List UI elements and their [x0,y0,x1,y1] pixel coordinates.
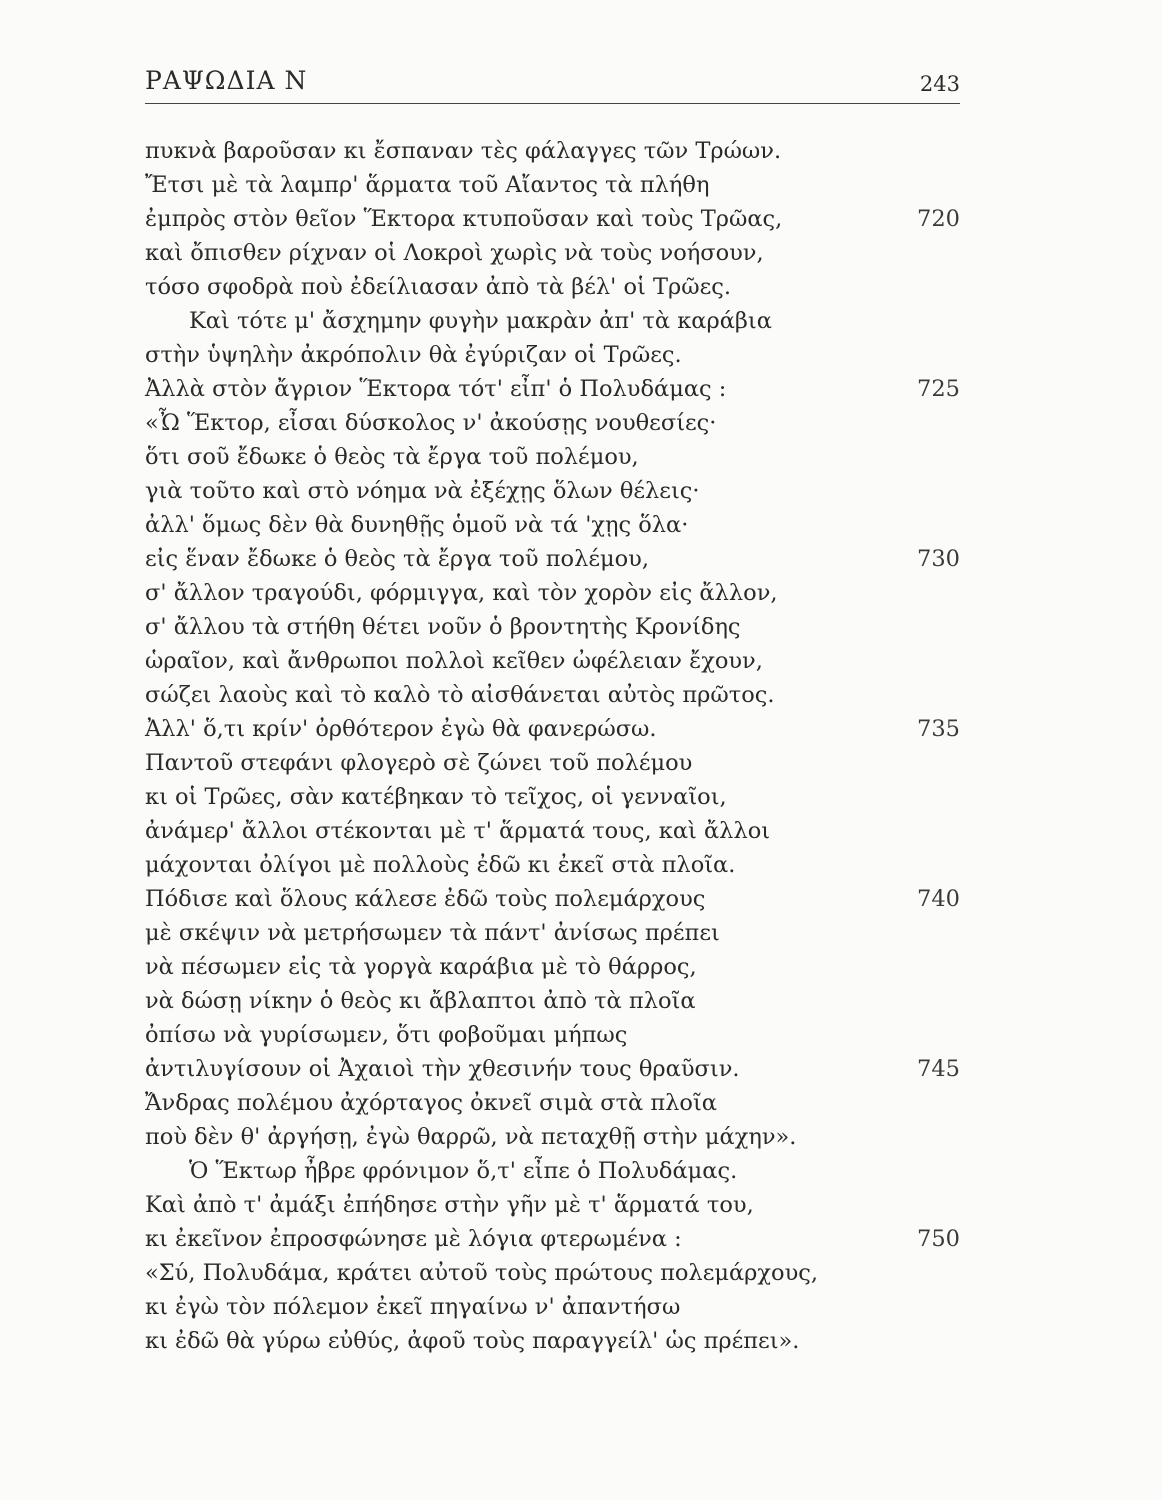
verse-text: ἀντιλυγίσουν οἱ Ἀχαιοὶ τὴν χθεσινήν τους θραῦσιν. [145,1056,740,1082]
verse-line [145,1324,960,1358]
verse-text: σώζει λαοὺς καὶ τὸ καλὸ τὸ αἰσθάνεται αὐτὸς πρῶτος. [145,682,775,708]
verse-line [145,610,960,644]
verse-text: ποὺ δὲν θ' ἀργήσῃ, ἐγὼ θαρρῶ, νὰ πεταχθῇ στὴν μάχην». [145,1124,797,1150]
verse-text: ἀλλ' ὅμως δὲν θὰ δυνηθῇς ὁμοῦ νὰ τά 'χῃς ὅλα· [145,512,689,538]
verse-text: πυκνὰ βαροῦσαν κι ἔσπαναν τὲς φάλαγγες τῶν Τρώων. [145,138,782,164]
verse-line [145,1154,960,1188]
verse-line [145,644,960,678]
verse-line [145,440,960,474]
verse-text: ὡραῖον, καὶ ἄνθρωποι πολλοὶ κεῖθεν ὠφέλειαν ἔχουν, [145,648,763,674]
verse-line [145,712,960,746]
verse-line [145,1120,960,1154]
verse-line [145,780,960,814]
verse-text: μάχονται ὀλίγοι μὲ πολλοὺς ἐδῶ κι ἐκεῖ στὰ πλοῖα. [145,852,736,878]
verse-text: νὰ δώσῃ νίκην ὁ θεὸς κι ἄβλαπτοι ἀπὸ τὰ πλοῖα [145,988,696,1014]
verse-number: 750 [917,1226,960,1252]
verse-line [145,916,960,950]
running-title: ΡΑΨΩΔΙΑ Ν [145,66,308,95]
verse-number: 720 [917,206,960,232]
verse-text: κι ἐκεῖνον ἐπροσφώνησε μὲ λόγια φτερωμένα : [145,1226,682,1252]
verse-number: 725 [917,376,960,402]
verse-text: κι ἐδῶ θὰ γύρω εὐθύς, ἀφοῦ τοὺς παραγγείλ' ὡς πρέπει». [145,1328,800,1354]
verse-line [145,1256,960,1290]
verse-line [145,1018,960,1052]
verse-text: κι οἱ Τρῶες, σὰν κατέβηκαν τὸ τεῖχος, οἱ γενναῖοι, [145,784,727,810]
verse-text: «Σύ, Πολυδάμα, κράτει αὐτοῦ τοὺς πρώτους πολεμάρχους, [145,1260,819,1286]
verse-text: ὅτι σοῦ ἔδωκε ὁ θεὸς τὰ ἔργα τοῦ πολέμου, [145,444,639,470]
verse-line [145,848,960,882]
verse-text: στὴν ὑψηλὴν ἀκρόπολιν θὰ ἐγύριζαν οἱ Τρῶες. [145,342,682,368]
page-number: 243 [919,72,960,96]
verse-number: 730 [917,546,960,572]
verse-text: εἰς ἕναν ἔδωκε ὁ θεὸς τὰ ἔργα τοῦ πολέμου, [145,546,650,572]
verse-line [145,1222,960,1256]
verse-line [145,1188,960,1222]
verse-number: 740 [917,886,960,912]
verse-text: «Ὦ Ἕκτορ, εἶσαι δύσκολος ν' ἀκούσῃς νουθεσίες· [145,410,717,436]
verse-text: σ' ἄλλου τὰ στήθη θέτει νοῦν ὁ βροντητὴς Κρονίδης [145,614,741,640]
verse-line [145,950,960,984]
verse-text: Ἀλλ' ὅ,τι κρίν' ὀρθότερον ἐγὼ θὰ φανερώσω. [145,716,657,742]
verse-line [145,270,960,304]
verse-line [145,746,960,780]
verse-line [145,984,960,1018]
verse-line [145,678,960,712]
header-rule [145,103,960,104]
verse-line [145,236,960,270]
verse-text: ὀπίσω νὰ γυρίσωμεν, ὅτι φοβοῦμαι μήπως [145,1022,628,1048]
verse-line [145,168,960,202]
verse-line [145,542,960,576]
running-head [145,64,960,104]
verse-text: τόσο σφοδρὰ ποὺ ἐδείλιασαν ἀπὸ τὰ βέλ' οἱ Τρῶες. [145,274,731,300]
verse-line [145,1052,960,1086]
verse-number: 735 [917,716,960,742]
verse-text: σ' ἄλλον τραγούδι, φόρμιγγα, καὶ τὸν χορὸν εἰς ἄλλον, [145,580,778,606]
verse-line [145,406,960,440]
verse-line [145,1290,960,1324]
verse-text: Καὶ τότε μ' ἄσχημην φυγὴν μακρὰν ἀπ' τὰ καράβια [189,308,772,334]
verse-text: γιὰ τοῦτο καὶ στὸ νόημα νὰ ἐξέχῃς ὅλων θέλεις· [145,478,700,504]
verse-line [145,508,960,542]
verse-text: μὲ σκέψιν νὰ μετρήσωμεν τὰ πάντ' ἀνίσως πρέπει [145,920,720,946]
verse-text: νὰ πέσωμεν εἰς τὰ γοργὰ καράβια μὲ τὸ θάρρος, [145,954,697,980]
verse-line [145,338,960,372]
verse-line [145,1086,960,1120]
verse-text: κι ἐγὼ τὸν πόλεμον ἐκεῖ πηγαίνω ν' ἀπαντήσω [145,1294,681,1320]
verse-text: ἐμπρὸς στὸν θεῖον Ἕκτορα κτυποῦσαν καὶ τοὺς Τρῶας, [145,206,783,232]
verse-text: Ἀλλὰ στὸν ἄγριον Ἕκτορα τότ' εἶπ' ὁ Πολυδάμας : [145,376,727,402]
verse-line [145,474,960,508]
verse-block [145,134,960,1358]
verse-line [145,814,960,848]
verse-line [145,372,960,406]
verse-text: Ἔτσι μὲ τὰ λαμπρ' ἅρματα τοῦ Αἴαντος τὰ πλήθη [145,172,710,198]
verse-line [145,134,960,168]
verse-line [145,304,960,338]
verse-text: Καὶ ἀπὸ τ' ἀμάξι ἐπήδησε στὴν γῆν μὲ τ' ἅρματά του, [145,1192,754,1218]
verse-text: καὶ ὄπισθεν ρίχναν οἱ Λοκροὶ χωρὶς νὰ τοὺς νοήσουν, [145,240,764,266]
verse-text: ἀνάμερ' ἄλλοι στέκονται μὲ τ' ἅρματά τους, καὶ ἄλλοι [145,818,771,844]
verse-line [145,576,960,610]
verse-number: 745 [917,1056,960,1082]
verse-line [145,882,960,916]
verse-text: Πόδισε καὶ ὅλους κάλεσε ἐδῶ τοὺς πολεμάρχους [145,886,706,912]
verse-text: Ἄνδρας πολέμου ἀχόρταγος ὀκνεῖ σιμὰ στὰ πλοῖα [145,1090,717,1116]
verse-text: Παντοῦ στεφάνι φλογερὸ σὲ ζώνει τοῦ πολέμου [145,750,693,776]
verse-line [145,202,960,236]
verse-text: Ὁ Ἕκτωρ ἦβρε φρόνιμον ὅ,τ' εἶπε ὁ Πολυδάμας. [189,1158,738,1184]
